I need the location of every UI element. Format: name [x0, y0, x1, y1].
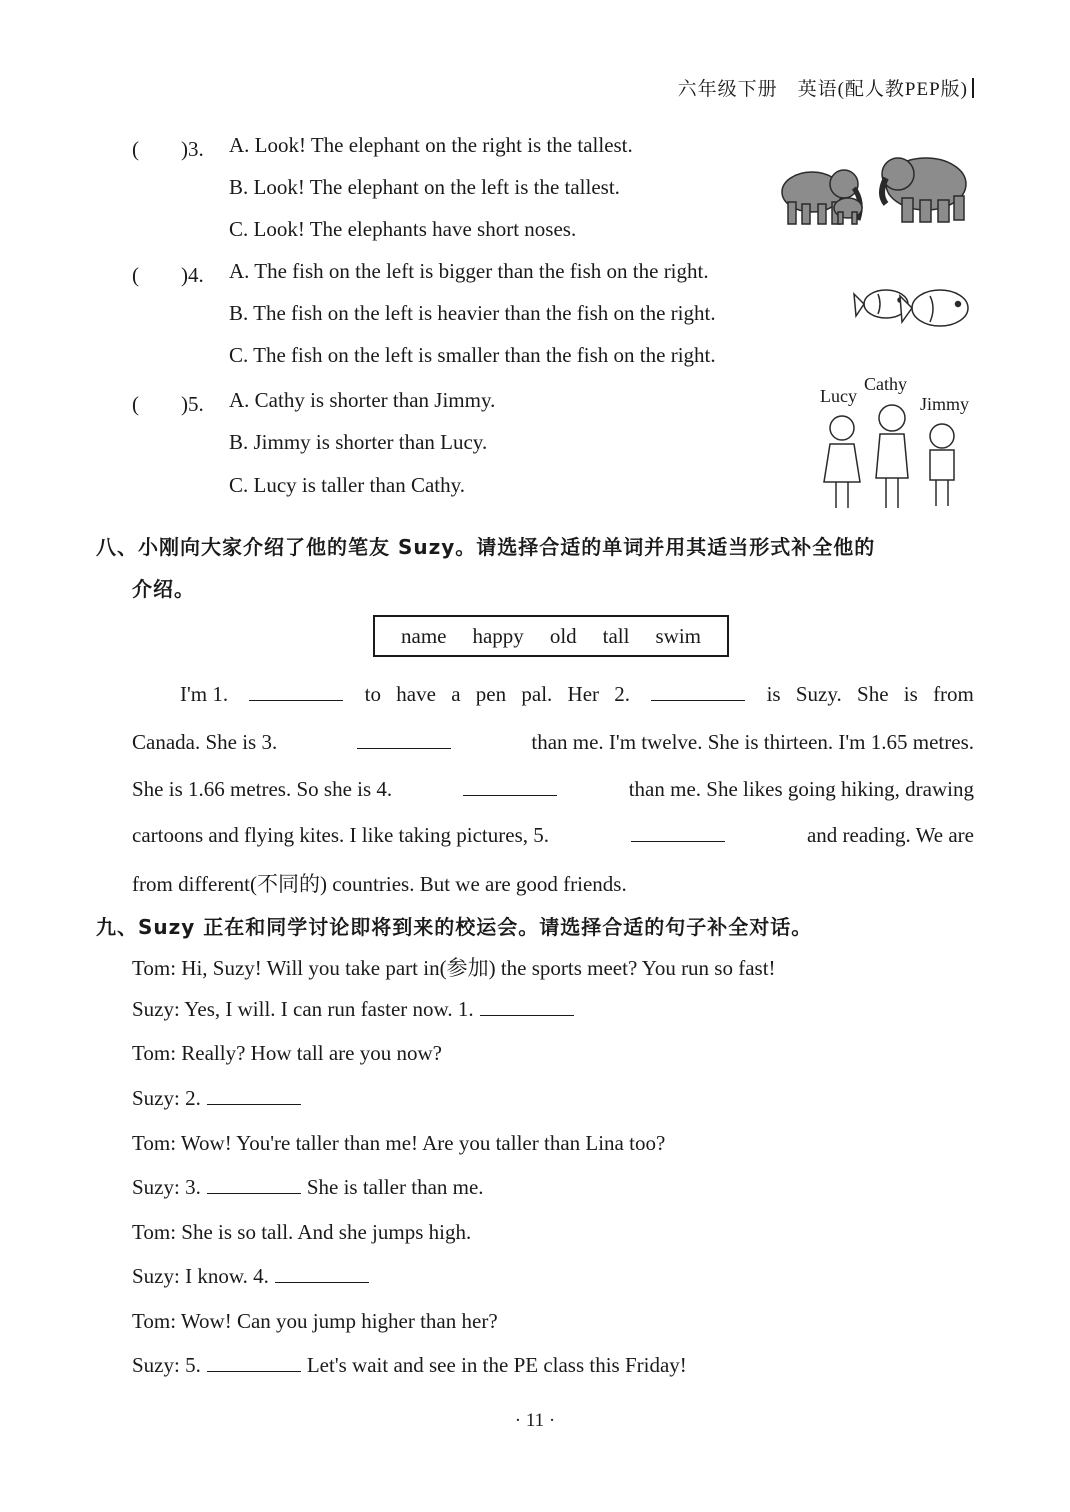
blank-4[interactable] [463, 777, 557, 796]
label-jimmy: Jimmy [920, 394, 970, 414]
dialog-blank-1[interactable] [480, 997, 574, 1016]
section9-title: 九、Suzy 正在和同学讨论即将到来的校运会。请选择合适的句子补全对话。 [96, 915, 813, 939]
dialog-blank-2[interactable] [207, 1086, 301, 1105]
label-cathy: Cathy [864, 374, 907, 394]
blank-5[interactable] [631, 823, 725, 842]
q3-option-c: C. Look! The elephants have short noses. [229, 217, 577, 241]
dialog-line-3: Tom: Really? How tall are you now? [132, 1041, 442, 1065]
word-bank-item: happy [472, 623, 524, 648]
word-bank [373, 615, 729, 657]
q4-option-a: A. The fish on the left is bigger than the fish on the right. [229, 259, 709, 283]
dialog-line-6: Suzy: 3. She is taller than me. [132, 1175, 484, 1199]
dialog-line-1: Tom: Hi, Suzy! Will you take part in(参加) the sports meet? You run so fast! [132, 956, 776, 980]
dialog-line-8: Suzy: I know. 4. [132, 1264, 375, 1289]
fish-illustration [852, 278, 976, 338]
passage-line-4: cartoons and flying kites. I like taking pictures, 5. and reading. We are [132, 823, 974, 847]
page-header [678, 74, 974, 101]
dialog-blank-4[interactable] [275, 1264, 369, 1283]
blank-1[interactable] [249, 682, 343, 701]
dialog-line-4: Suzy: 2. [132, 1086, 307, 1111]
section8-title-line2: 介绍。 [132, 577, 195, 601]
blank-3[interactable] [357, 730, 451, 749]
page-number: · 11 · [514, 1410, 556, 1431]
q5-option-a: A. Cathy is shorter than Jimmy. [229, 388, 496, 412]
word-bank-item: old [549, 623, 577, 648]
passage-line-3: She is 1.66 metres. So she is 4. than me. She likes going hiking, drawing [132, 777, 974, 801]
section8-title-line1: 八、小刚向大家介绍了他的笔友 Suzy。请选择合适的单词并用其适当形式补全他的 [96, 535, 876, 559]
blank-2[interactable] [651, 682, 745, 701]
passage-line-1: I'm 1. to have a pen pal. Her 2. is Suzy. She is from [180, 682, 974, 706]
q4-bracket: ( )4. [132, 263, 204, 287]
word-bank-item: tall [602, 623, 630, 648]
dialog-blank-3[interactable] [207, 1175, 301, 1194]
dialog-line-7: Tom: She is so tall. And she jumps high. [132, 1220, 472, 1244]
dialog-line-2: Suzy: Yes, I will. I can run faster now. 1. [132, 997, 580, 1022]
q3-option-a: A. Look! The elephant on the right is the tallest. [229, 133, 633, 157]
elephants-illustration [774, 150, 974, 230]
dialog-line-10: Suzy: 5. Let's wait and see in the PE class this Friday! [132, 1353, 687, 1377]
header-bar [972, 78, 974, 98]
q4-option-b: B. The fish on the left is heavier than the fish on the right. [229, 301, 716, 325]
label-lucy: Lucy [820, 386, 857, 406]
passage-line-2: Canada. She is 3. than me. I'm twelve. She is thirteen. I'm 1.65 metres. [132, 730, 974, 754]
q4-option-c: C. The fish on the left is smaller than the fish on the right. [229, 343, 716, 367]
q5-bracket: ( )5. [132, 392, 204, 416]
q5-option-b: B. Jimmy is shorter than Lucy. [229, 430, 488, 454]
header-text: 六年级下册 英语(配人教PEP版) [677, 79, 968, 100]
kids-illustration [816, 370, 978, 515]
word-bank-item: swim [655, 623, 701, 648]
q3-option-b: B. Look! The elephant on the left is the tallest. [229, 175, 620, 199]
word-bank-item: name [401, 623, 447, 648]
dialog-line-9: Tom: Wow! Can you jump higher than her? [132, 1309, 498, 1333]
passage-line-5: from different(不同的) countries. But we are good friends. [132, 872, 627, 896]
q5-option-c: C. Lucy is taller than Cathy. [229, 473, 466, 497]
q3-bracket: ( )3. [132, 137, 204, 161]
dialog-blank-5[interactable] [207, 1353, 301, 1372]
dialog-line-5: Tom: Wow! You're taller than me! Are you taller than Lina too? [132, 1131, 666, 1155]
